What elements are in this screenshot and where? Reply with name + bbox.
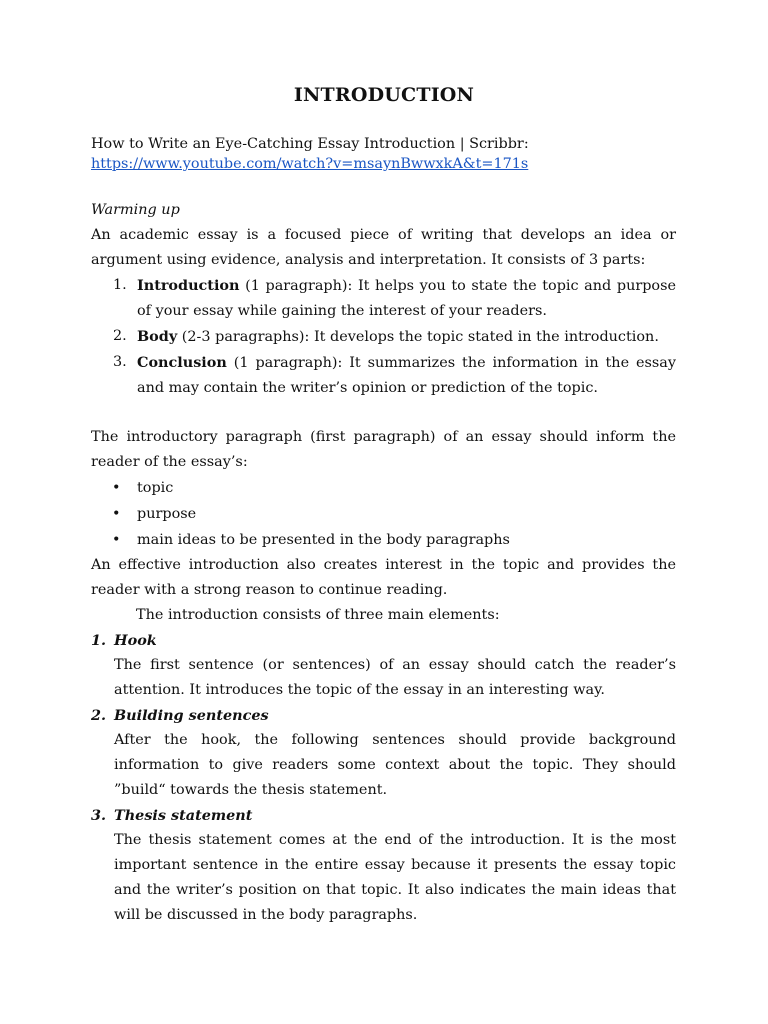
spacer (91, 174, 676, 198)
bullet-icon: • (112, 506, 121, 522)
bullet-item (91, 475, 676, 501)
warming-up-heading (91, 198, 676, 223)
video-link[interactable]: https://www.youtube.com/watch?v=msaynBwwxkA&t=171s (91, 156, 529, 172)
part-text: (1 paragraph): It helps you to state the topic and purpose of your essay while gaining the interest of your readers. (137, 278, 676, 319)
element-heading (91, 803, 676, 828)
essay-part-item (91, 273, 676, 324)
bullet-item (91, 501, 676, 527)
list-number: 2. (113, 328, 127, 344)
list-number: 3. (113, 354, 127, 370)
document-body (91, 134, 676, 928)
element-number: 3. (91, 807, 107, 824)
elements-intro: The introduction consists of three main elements: (136, 607, 500, 623)
essay-contents-list (91, 475, 676, 553)
essay-parts-list (91, 273, 676, 401)
element-body: The thesis statement comes at the end of the introduction. It is the most important sentence in the entire essay because it presents the essay topic and the writer’s position on that topic. It also indicates the main ideas that will be discussed in the body paragraphs. (114, 832, 676, 923)
element-number: 2. (91, 707, 107, 724)
element-title: Thesis statement (114, 807, 253, 824)
part-text: (2-3 paragraphs): It develops the topic stated in the introduction. (177, 329, 659, 345)
element-heading (91, 628, 676, 653)
bullet-icon: • (112, 532, 121, 548)
bullet-text: purpose (137, 506, 197, 522)
part-term: Conclusion (137, 354, 227, 371)
element-section (91, 803, 676, 928)
part-text: (1 paragraph): It summarizes the information in the essay and may contain the writer’s opinion or prediction of the topic. (137, 355, 676, 396)
interest-paragraph: An effective introduction also creates interest in the topic and provides the reader with a strong reason to continue reading. (91, 557, 676, 598)
source-line (91, 134, 676, 174)
inform-paragraph: The introductory paragraph (first paragraph) of an essay should inform the reader of the essay’s: (91, 429, 676, 470)
part-term: Introduction (137, 277, 240, 294)
list-number: 1. (113, 277, 127, 293)
element-section (91, 703, 676, 803)
essay-part-item (91, 350, 676, 401)
element-body: After the hook, the following sentences should provide background information to give readers some context about the topic. They should ”build“ towards the thesis statement. (114, 732, 676, 798)
element-heading (91, 703, 676, 728)
source-text: How to Write an Eye-Catching Essay Introduction | Scribbr: (91, 136, 529, 152)
intro-paragraph: An academic essay is a focused piece of writing that develops an idea or argument using evidence, analysis and interpretation. It consists of 3 parts: (91, 227, 676, 268)
element-section (91, 628, 676, 703)
bullet-text: topic (137, 480, 174, 496)
warming-up-label: Warming up (91, 202, 180, 218)
element-title: Hook (114, 632, 157, 649)
page-title: INTRODUCTION (293, 84, 475, 106)
essay-part-item (91, 324, 676, 350)
element-number: 1. (91, 632, 107, 649)
spacer (91, 401, 676, 425)
element-title: Building sentences (114, 707, 269, 724)
bullet-icon: • (112, 480, 121, 496)
element-body: The first sentence (or sentences) of an essay should catch the reader’s attention. It introduces the topic of the essay in an interesting way. (114, 657, 676, 698)
bullet-item (91, 527, 676, 553)
part-term: Body (137, 328, 178, 345)
bullet-text: main ideas to be presented in the body paragraphs (137, 532, 510, 548)
